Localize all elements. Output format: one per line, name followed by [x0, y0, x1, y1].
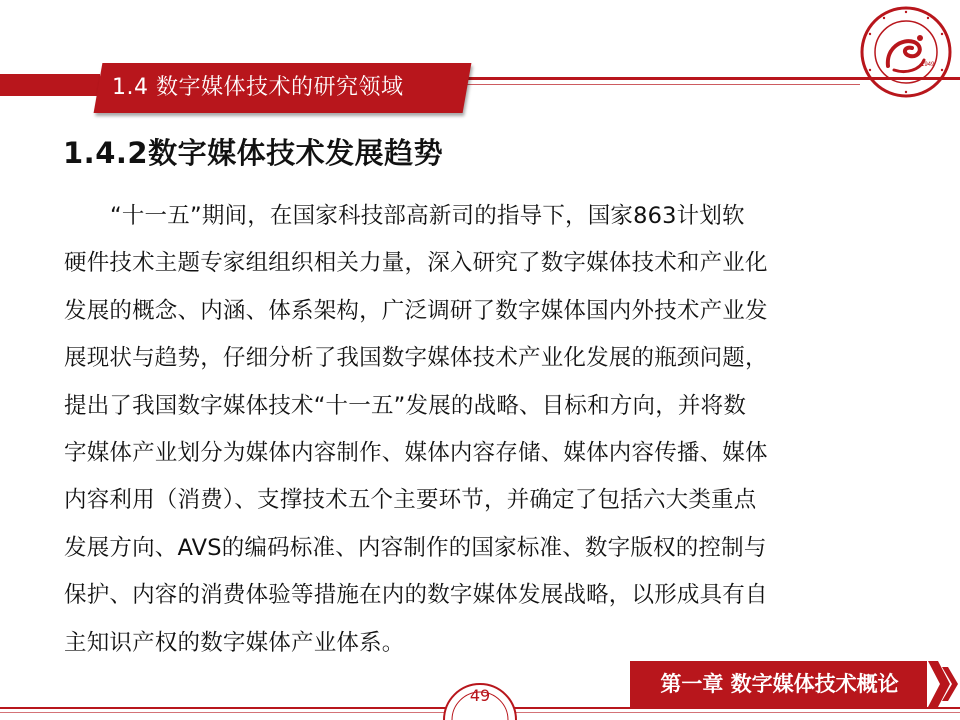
page-number: 49: [469, 686, 491, 705]
body-line: 内容利用（消费）、支撑技术五个主要环节，并确定了包括六大类重点: [64, 487, 757, 514]
body-line: 保护、内容的消费体验等措施在内的数字媒体发展战略，以形成具有自: [64, 582, 768, 609]
body-line: 提出了我国数字媒体技术“十一五”发展的战略、目标和方向，并将数: [64, 392, 747, 419]
body-line: 展现状与趋势，仔细分析了我国数字媒体技术产业化发展的瓶颈问题，: [64, 345, 768, 372]
body-line: 发展方向、AVS的编码标准、内容制作的国家标准、数字版权的控制与: [64, 534, 767, 561]
body-line: 字媒体产业划分为媒体内容制作、媒体内容存储、媒体内容传播、媒体: [64, 439, 768, 466]
body-line: 发展的概念、内涵、体系架构，广泛调研了数字媒体国内外技术产业发: [64, 297, 768, 324]
header-left-stub: [0, 74, 100, 96]
slide-heading: 1.4.2数字媒体技术发展趋势: [63, 136, 444, 170]
chevron-right-icon: [926, 661, 960, 707]
section-title: 1.4 数字媒体技术的研究领域: [112, 75, 404, 100]
body-line: 主知识产权的数字媒体产业体系。: [64, 629, 405, 656]
chapter-title: 第一章 数字媒体技术概论: [660, 672, 899, 696]
body-paragraph: [64, 193, 870, 667]
body-line: “十一五”期间，在国家科技部高新司的指导下，国家863计划软: [110, 203, 745, 229]
body-line: 硬件技术主题专家组组织相关力量，深入研究了数字媒体技术和产业化: [64, 250, 768, 277]
university-logo-icon: [858, 4, 954, 100]
svg-text:1949: 1949: [921, 62, 935, 68]
